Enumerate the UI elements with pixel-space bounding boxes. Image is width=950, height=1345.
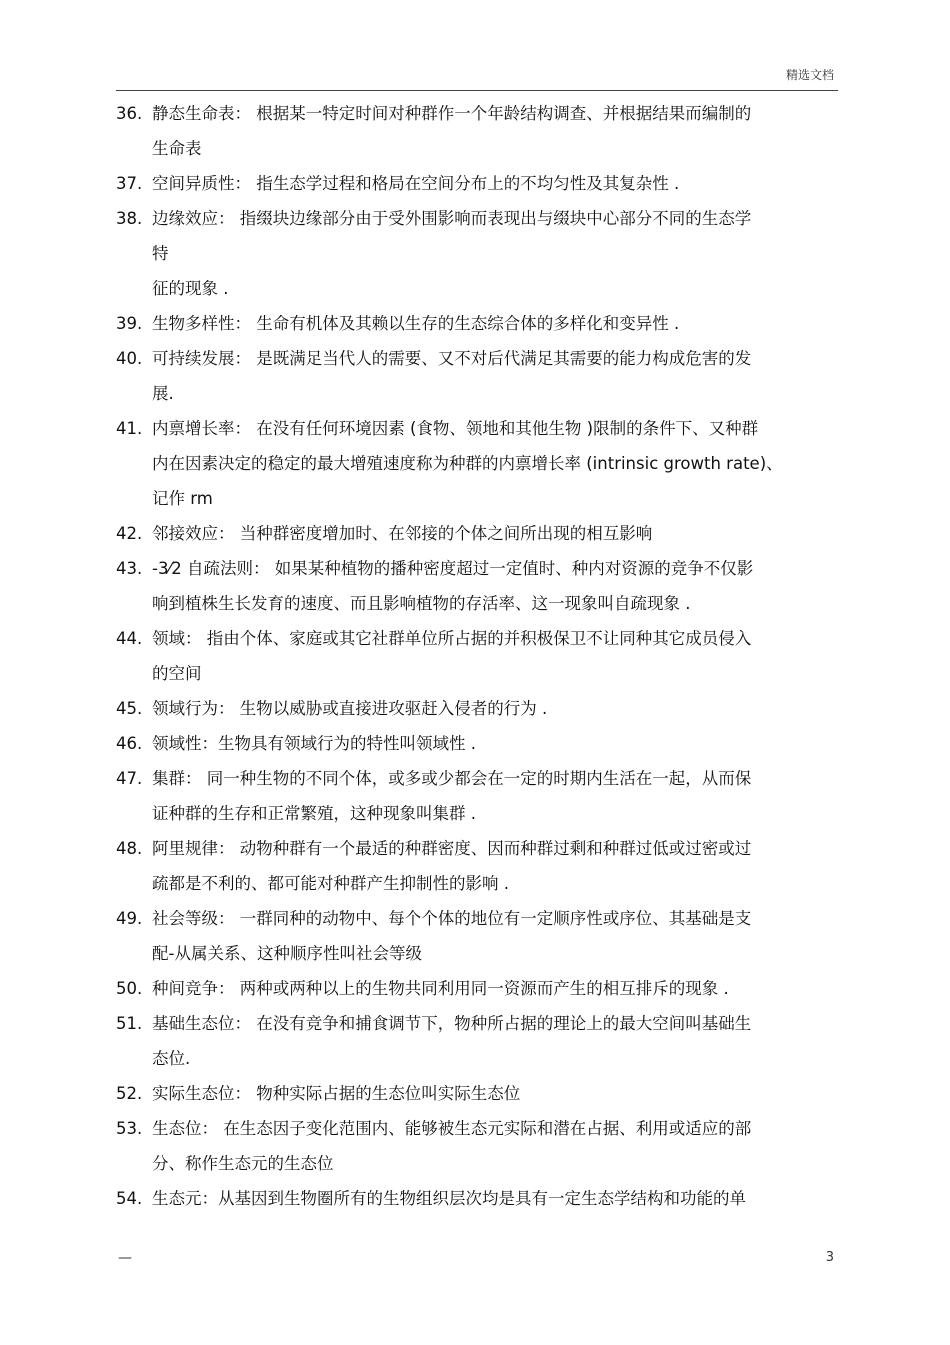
entry-text-line: 内在因素决定的稳定的最大增殖速度称为种群的内禀增长率 (intrinsic growth rate)、 [152,454,783,473]
entry-text-line: 阿里规律： 动物种群有一个最适的种群密度、因而种群过剩和种群过低或过密或过 [152,839,752,858]
entry-text-line: 记作 rm [152,489,213,508]
entry-number: 40. [116,349,143,368]
entry-number: 50. [116,979,143,998]
definition-entry [116,621,816,691]
definition-entry [116,341,816,411]
entry-text-line: 的空间 [152,664,202,683]
definition-entry [116,306,816,341]
entry-number: 43. [116,559,143,578]
entry-text-line: 态位. [152,1049,191,1068]
entry-text-line: 配-从属关系、这种顺序性叫社会等级 [152,944,422,963]
entry-number: 41. [116,419,143,438]
entry-text-line: 生命表 [152,139,202,158]
definition-entry [116,516,816,551]
entry-text-line: 生物多样性： 生命有机体及其赖以生存的生态综合体的多样化和变异性 . [152,314,680,333]
entry-text-line: 空间异质性： 指生态学过程和格局在空间分布上的不均匀性及其复杂性 . [152,174,680,193]
entry-number: 46. [116,734,143,753]
entry-number: 52. [116,1084,143,1103]
entry-number: 39. [116,314,143,333]
entry-number: 48. [116,839,143,858]
entry-text-line: 邻接效应： 当种群密度增加时、在邻接的个体之间所出现的相互影响 [152,524,653,543]
entry-text-line: 领域性：生物具有领域行为的特性叫领域性 . [152,734,476,753]
definition-entry [116,901,816,971]
entry-number: 53. [116,1119,143,1138]
definition-entry [116,831,816,901]
entry-text-line: 响到植株生长发育的速度、而且影响植物的存活率、这一现象叫自疏现象 . [152,594,691,613]
definition-entry [116,1111,816,1181]
entry-number: 44. [116,629,143,648]
entry-text-line: 证种群的生存和正常繁殖，这种现象叫集群 . [152,804,476,823]
entry-text-line: 领域行为： 生物以威胁或直接进攻驱赶入侵者的行为 . [152,699,548,718]
definition-entry [116,1181,816,1216]
definition-entry [116,726,816,761]
entry-text-line: 疏都是不利的、都可能对种群产生抑制性的影响 . [152,874,509,893]
entry-number: 51. [116,1014,143,1033]
entry-number: 36. [116,104,143,123]
entry-text-line: 种间竞争： 两种或两种以上的生物共同利用同一资源而产生的相互排斥的现象 . [152,979,729,998]
entry-text-line: 内禀增长率： 在没有任何环境因素 (食物、领地和其他生物 )限制的条件下、又种群 [152,419,759,438]
entry-number: 38. [116,209,143,228]
entry-text-line: 领域： 指由个体、家庭或其它社群单位所占据的并积极保卫不让同种其它成员侵入 [152,629,752,648]
entry-text-line: 集群： 同一种生物的不同个体，或多或少都会在一定的时期内生活在一起，从而保 [152,769,752,788]
header-label: 精选文档 [785,68,834,82]
definition-entry [116,971,816,1006]
definition-list [116,96,816,1216]
entry-number: 54. [116,1189,143,1208]
entry-text-line: 实际生态位： 物种实际占据的生态位叫实际生态位 [152,1084,521,1103]
entry-text-line: 静态生命表： 根据某一特定时间对种群作一个年龄结构调查、并根据结果而编制的 [152,104,752,123]
entry-text-line: 边缘效应： 指缀块边缘部分由于受外围影响而表现出与缀块中心部分不同的生态学 [152,209,752,228]
entry-text-line: 生态元：从基因到生物圈所有的生物组织层次均是具有一定生态学结构和功能的单 [152,1189,746,1208]
definition-entry [116,691,816,726]
entry-text-line: -3⁄2 自疏法则： 如果某种植物的播种密度超过一定值时、种内对资源的竞争不仅影 [152,559,754,578]
definition-entry [116,166,816,201]
definition-entry [116,96,816,166]
definition-entry [116,1006,816,1076]
entry-number: 49. [116,909,143,928]
entry-text-line: 特 [152,244,169,263]
entry-text-line: 征的现象 . [152,279,229,298]
entry-text-line: 生态位： 在生态因子变化范围内、能够被生态元实际和潜在占据、利用或适应的部 [152,1119,752,1138]
definition-entry [116,411,816,516]
entry-text-line: 可持续发展： 是既满足当代人的需要、又不对后代满足其需要的能力构成危害的发 [152,349,752,368]
definition-entry [116,761,816,831]
header-rule [116,90,838,91]
entry-text-line: 展. [152,384,174,403]
entry-number: 45. [116,699,143,718]
definition-entry [116,201,816,306]
entry-text-line: 社会等级： 一群同种的动物中、每个个体的地位有一定顺序性或序位、其基础是支 [152,909,752,928]
definition-entry [116,551,816,621]
footer-dash: — [118,1250,132,1266]
entry-number: 47. [116,769,143,788]
entry-number: 42. [116,524,143,543]
entry-text-line: 基础生态位： 在没有竞争和捕食调节下，物种所占据的理论上的最大空间叫基础生 [152,1014,752,1033]
entry-number: 37. [116,174,143,193]
definition-entry [116,1076,816,1111]
page-number: 3 [825,1250,834,1265]
entry-text-line: 分、称作生态元的生态位 [152,1154,334,1173]
